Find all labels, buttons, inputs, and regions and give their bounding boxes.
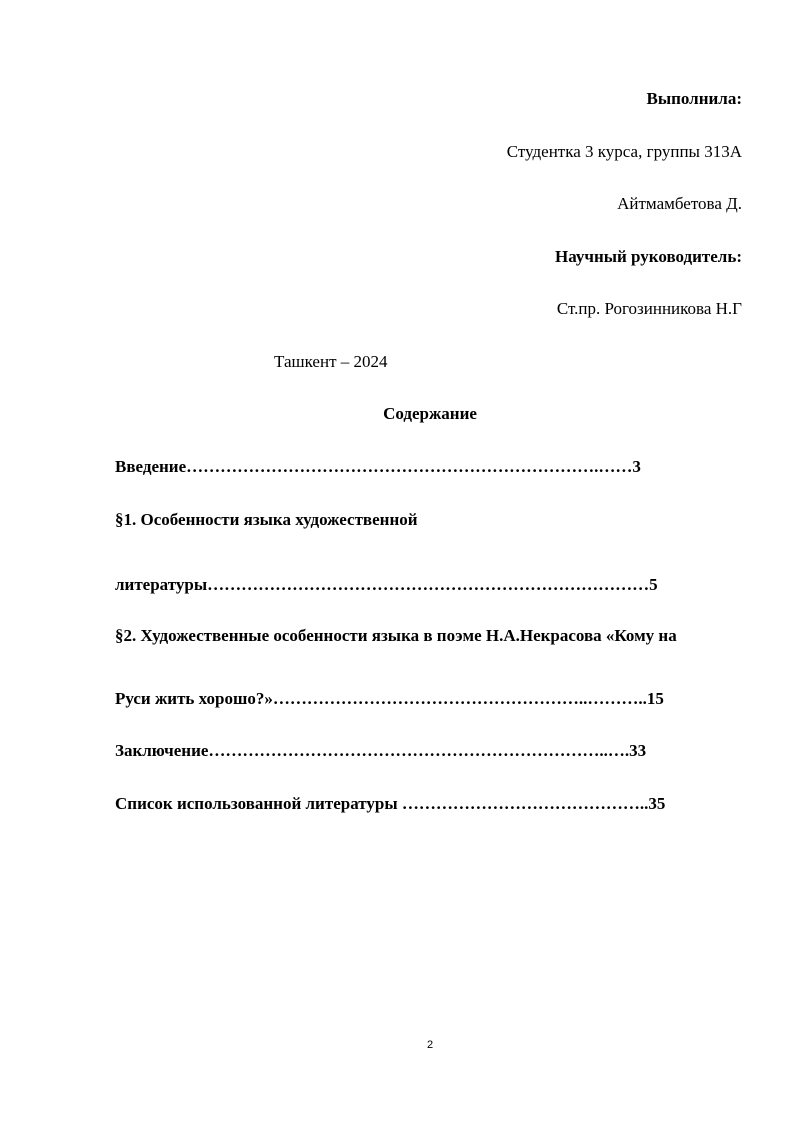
city-year: Ташкент – 2024	[274, 352, 388, 371]
supervisor-name: Ст.пр. Рогозинникова Н.Г	[556, 299, 742, 318]
toc-line-section-1-part-2: литературы……………………………………………………………………5	[115, 575, 658, 594]
student-info: Студентка 3 курса, группы 313А	[506, 142, 742, 161]
performed-by-label: Выполнила:	[646, 89, 742, 108]
toc-line-section-2-part-1: §2. Художественные особенности языка в поэме Н.А.Некрасова «Кому на	[115, 626, 677, 645]
toc-line-section-1-part-1: §1. Особенности языка художественной	[115, 510, 418, 529]
contents-heading: Содержание	[383, 404, 477, 423]
student-name: Айтмамбетова Д.	[617, 194, 742, 213]
toc-line-references: Список использованной литературы ……………………………………..35	[115, 794, 666, 813]
toc-line-section-2-part-2: Руси жить хорошо?»………………………………………………..………..15	[115, 689, 664, 708]
toc-line-introduction: Введение……………………………………………………………….……3	[115, 457, 641, 476]
toc-line-conclusion: Заключение……………………………………………………………..….33	[115, 741, 647, 760]
page-number: 2	[426, 1039, 434, 1051]
supervisor-label: Научный руководитель:	[555, 247, 742, 266]
